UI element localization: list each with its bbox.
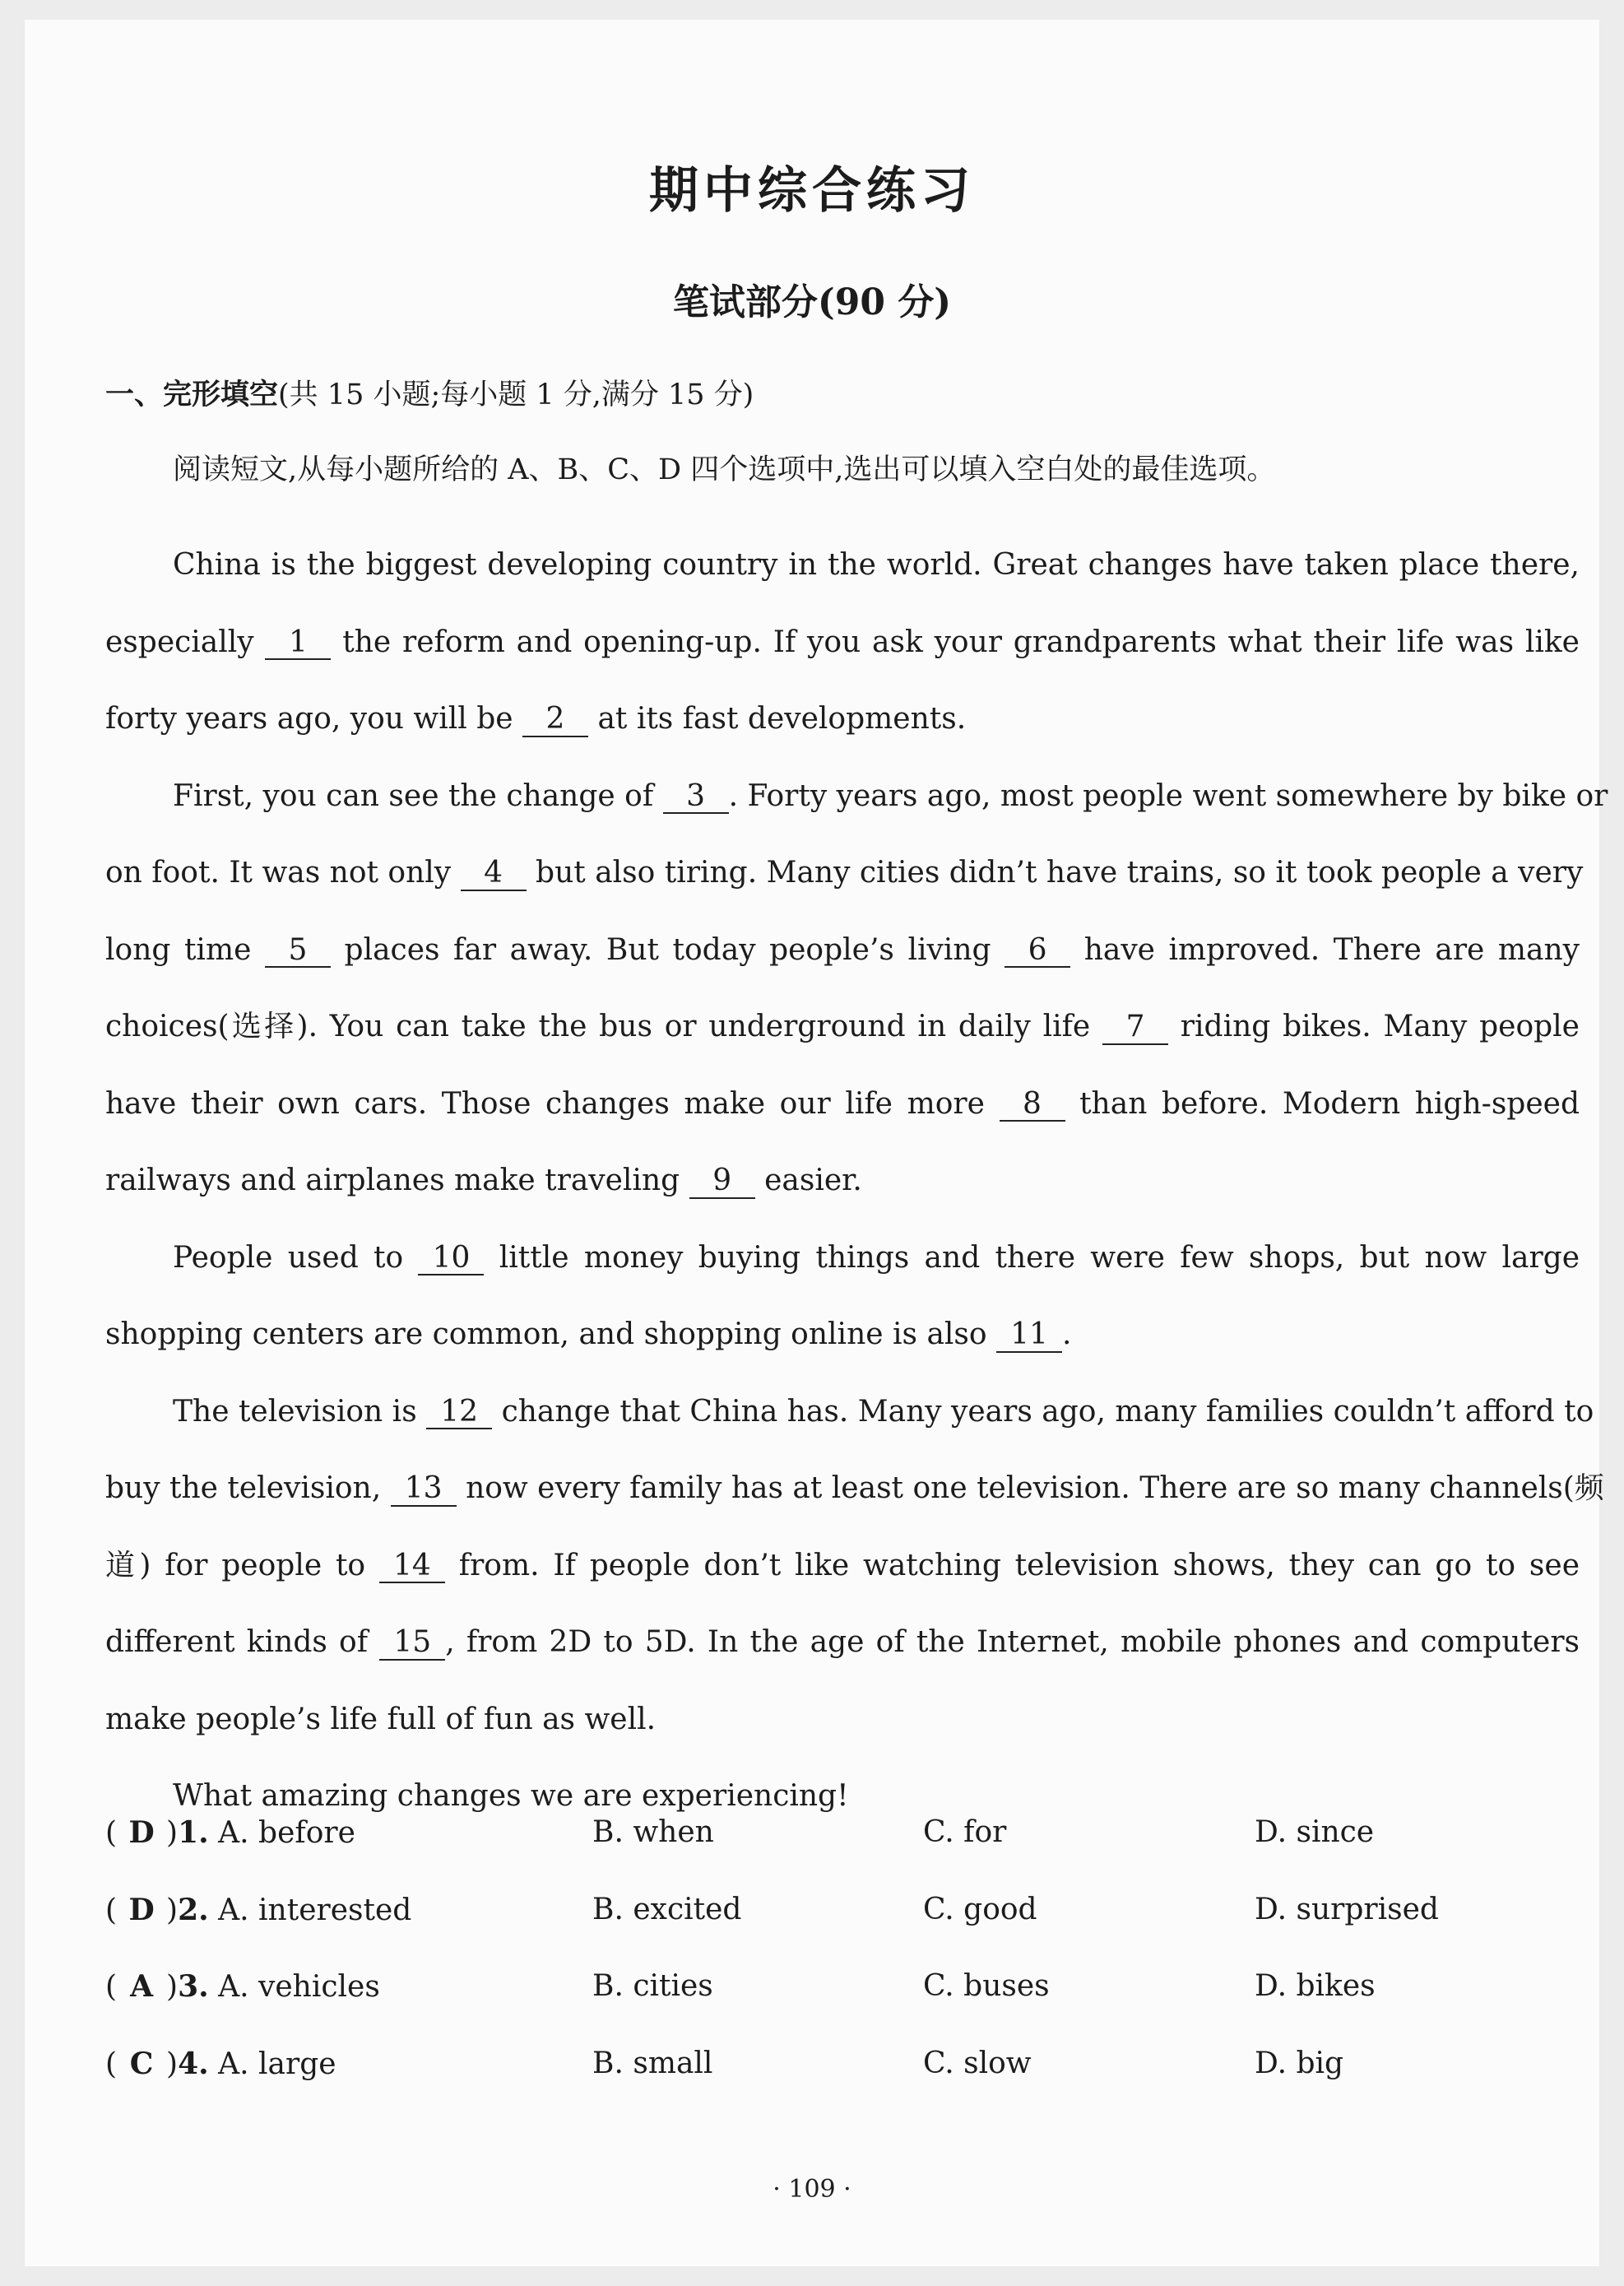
answer-slot: ( C )4. A. large — [105, 2046, 336, 2081]
passage-text: have improved. There are many — [1083, 932, 1580, 967]
passage-text: , from 2D to 5D. In the age of the Internet, mobile phones and computers — [445, 1625, 1580, 1659]
blank-5: 5 — [265, 934, 331, 969]
passage-text: long time — [105, 932, 252, 967]
question-row — [105, 1969, 1586, 2047]
passage-text: the reform and opening-up. If you ask your grandparents what their life was like — [342, 625, 1580, 659]
answer-letter: A — [130, 1969, 154, 2004]
blank-7: 7 — [1102, 1011, 1168, 1045]
passage-text: different kinds of — [105, 1625, 369, 1659]
answer-letter: D — [128, 1892, 155, 1927]
answer-slot: ( D )2. A. interested — [105, 1892, 412, 1927]
passage-text: choices(选择). You can take the bus or underground in daily life — [105, 1010, 1091, 1043]
cloze-passage — [105, 527, 1608, 1835]
passage-text: have their own cars. Those changes make our life more — [105, 1086, 985, 1121]
instruction-text: 阅读短文,从每小题所给的 A、B、C、D 四个选项中,选出可以填入空白处的最佳选项。 — [173, 453, 1276, 486]
passage-line — [105, 1527, 1580, 1605]
answer-letter: C — [129, 2046, 154, 2081]
passage-line — [105, 1296, 1580, 1373]
passage-text: The television is — [173, 1394, 417, 1429]
passage-text: . Forty years ago, most people went somewhere by bike or — [728, 778, 1608, 813]
question-list — [105, 1815, 1586, 2123]
passage-line — [105, 604, 1580, 681]
document-page — [25, 20, 1608, 2266]
passage-line — [105, 1450, 1604, 1527]
passage-line — [105, 1220, 1580, 1297]
passage-text: China is the biggest developing country in the world. Great changes have taken place there, — [173, 548, 1580, 582]
question-number: 3. — [178, 1969, 209, 2004]
passage-text: than before. Modern high-speed — [1079, 1086, 1580, 1121]
passage-text: especially — [105, 625, 254, 659]
option-c: C. good — [923, 1892, 1037, 1926]
passage-text: from. If people don’t like watching television shows, they can go to see — [458, 1548, 1580, 1582]
passage-line — [105, 1373, 1594, 1451]
passage-line — [105, 527, 1580, 604]
blank-10: 10 — [418, 1242, 484, 1276]
option-c: C. slow — [923, 2046, 1032, 2080]
passage-text: railways and airplanes make traveling — [105, 1164, 680, 1197]
blank-8: 8 — [1000, 1088, 1065, 1122]
passage-line — [105, 1066, 1580, 1143]
answer-letter: D — [128, 1815, 155, 1850]
passage-text: now every family has at least one television. There are so many channels(频 — [466, 1471, 1604, 1505]
question-row — [105, 1893, 1586, 1970]
passage-text: buy the television, — [105, 1471, 382, 1505]
option-d: D. bikes — [1255, 1969, 1376, 2003]
option-d: D. big — [1255, 2046, 1344, 2080]
blank-12: 12 — [426, 1396, 492, 1430]
passage-text: First, you can see the change of — [173, 778, 654, 813]
option-c: C. for — [923, 1815, 1007, 1849]
page-number: · 109 · — [773, 2175, 851, 2204]
question-number: 2. — [178, 1892, 209, 1927]
blank-11: 11 — [996, 1318, 1062, 1353]
blank-9: 9 — [689, 1164, 755, 1199]
blank-15: 15 — [379, 1626, 445, 1661]
passage-line — [105, 1142, 1580, 1220]
passage-text: easier. — [764, 1164, 862, 1197]
passage-text: . — [1062, 1317, 1072, 1351]
option-b: B. cities — [592, 1969, 713, 2003]
passage-line — [105, 912, 1580, 989]
passage-line — [105, 834, 1584, 912]
option-d: D. since — [1255, 1815, 1375, 1849]
option-b: B. small — [592, 2046, 713, 2080]
section-heading — [105, 380, 754, 410]
blank-1: 1 — [265, 626, 331, 661]
passage-text: places far away. But today people’s living — [344, 932, 991, 967]
option-c: C. buses — [923, 1969, 1050, 2003]
passage-text: People used to — [173, 1240, 404, 1275]
passage-text: but also tiring. Many cities didn’t have trains, so it took people a very — [536, 856, 1584, 890]
passage-text: What amazing changes we are experiencing! — [173, 1779, 849, 1813]
option-a: A. before — [218, 1816, 355, 1850]
blank-14: 14 — [379, 1550, 445, 1584]
blank-2: 2 — [522, 703, 588, 737]
blank-13: 13 — [391, 1472, 457, 1507]
option-a: A. large — [218, 2047, 336, 2081]
question-number: 1. — [178, 1815, 209, 1850]
option-d: D. surprised — [1255, 1892, 1439, 1926]
passage-line — [105, 758, 1608, 835]
option-a: A. interested — [218, 1893, 412, 1927]
passage-line — [105, 1604, 1580, 1681]
passage-text: riding bikes. Many people — [1180, 1010, 1580, 1043]
option-b: B. excited — [592, 1892, 742, 1926]
passage-text: little money buying things and there were few shops, but now large — [499, 1240, 1580, 1275]
page-subtitle: 笔试部分(90 分) — [672, 281, 952, 323]
answer-slot: ( A )3. A. vehicles — [105, 1969, 380, 2004]
page-title: 期中综合练习 — [649, 162, 975, 220]
question-number: 4. — [178, 2046, 209, 2081]
passage-text: change that China has. Many years ago, many families couldn’t afford to — [501, 1394, 1594, 1429]
answer-slot: ( D )1. A. before — [105, 1815, 355, 1850]
question-row — [105, 1815, 1586, 1893]
passage-text: 道) for people to — [105, 1548, 366, 1582]
option-a: A. vehicles — [218, 1970, 380, 2004]
blank-6: 6 — [1005, 934, 1070, 969]
passage-text: at its fast developments. — [597, 702, 967, 736]
passage-line — [105, 681, 1580, 758]
passage-text: shopping centers are common, and shopping online is also — [105, 1317, 987, 1351]
passage-text: make people’s life full of fun as well. — [105, 1702, 657, 1736]
question-row — [105, 2047, 1586, 2124]
passage-text: forty years ago, you will be — [105, 702, 513, 736]
passage-text: on foot. It was not only — [105, 856, 452, 890]
passage-line — [105, 1681, 1580, 1759]
section-detail: (共 15 小题;每小题 1 分,满分 15 分) — [278, 379, 754, 411]
section-label: 一、完形填空 — [105, 378, 279, 411]
option-b: B. when — [592, 1815, 714, 1849]
blank-4: 4 — [461, 857, 527, 891]
blank-3: 3 — [663, 780, 729, 815]
passage-line — [105, 988, 1580, 1066]
